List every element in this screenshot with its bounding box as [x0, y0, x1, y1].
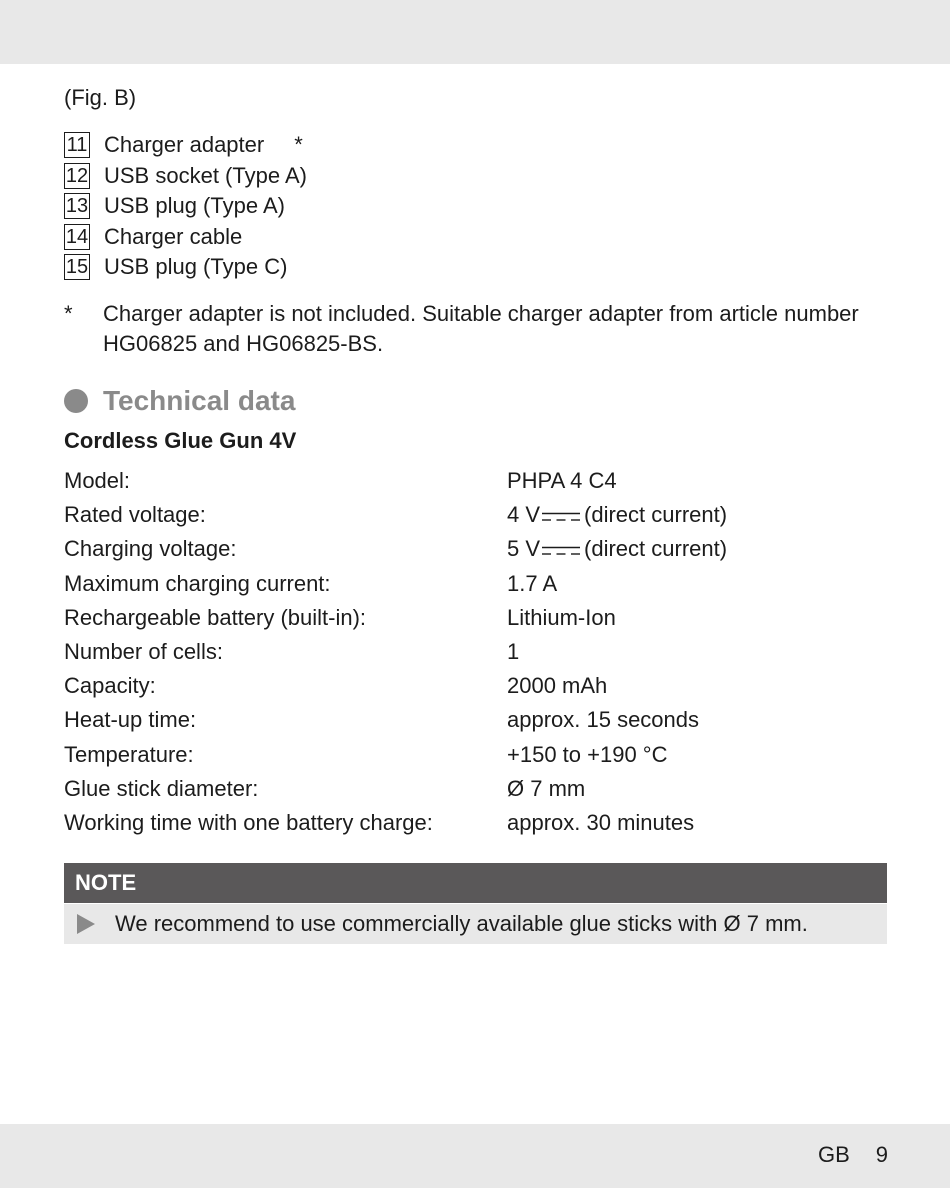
- section-title: Technical data: [103, 385, 296, 416]
- spec-row: [64, 567, 884, 601]
- spec-value-text: (direct current): [584, 536, 728, 562]
- footnote-text: Charger adapter is not included. Suitable charger adapter from article number HG06825 and HG06825-BS.: [103, 301, 859, 356]
- part-label: Charger adapter: [104, 132, 265, 158]
- spec-value: [507, 776, 585, 802]
- spec-label: Capacity:: [64, 673, 156, 699]
- parts-list: [64, 130, 307, 283]
- spec-value: [507, 468, 617, 494]
- spec-row: [64, 806, 884, 840]
- note-text: We recommend to use commercially available glue sticks with Ø 7 mm.: [115, 911, 808, 936]
- part-item: [64, 130, 307, 161]
- page-footer: [818, 1142, 888, 1168]
- direct-current-icon: [542, 512, 580, 522]
- spec-row: [64, 464, 884, 498]
- spec-value-text: PHPA 4 C4: [507, 468, 617, 494]
- spec-value: [507, 810, 694, 836]
- part-item: [64, 222, 307, 253]
- spec-label: Rechargeable battery (built-in):: [64, 604, 367, 630]
- spec-row: [64, 532, 884, 566]
- section-heading: [64, 385, 295, 417]
- triangle-arrow-icon: [77, 914, 95, 934]
- spec-row: [64, 703, 884, 737]
- spec-label: Temperature:: [64, 741, 194, 767]
- spec-label: Model:: [64, 468, 131, 494]
- spec-label: Heat-up time:: [64, 707, 197, 733]
- part-footnote-mark: *: [294, 132, 303, 158]
- page-footer-band: [0, 1124, 950, 1188]
- spec-label: Maximum charging current:: [64, 570, 331, 596]
- spec-label: Working time with one battery charge:: [64, 809, 433, 835]
- spec-row: [64, 772, 884, 806]
- spec-value: [507, 502, 727, 528]
- footnote-mark: *: [64, 301, 73, 326]
- spec-value-text: +150 to +190 °C: [507, 741, 668, 767]
- spec-value-text: (direct current): [584, 502, 728, 528]
- spec-row: [64, 498, 884, 532]
- spec-value-text: 2000 mAh: [507, 673, 608, 699]
- page-header-band: [0, 0, 950, 64]
- spec-value: [507, 742, 667, 768]
- product-subtitle: Cordless Glue Gun 4V: [64, 428, 297, 453]
- spec-voltage: 5 V: [507, 536, 541, 562]
- circle-bullet-icon: [64, 389, 88, 413]
- figure-reference: (Fig. B): [64, 85, 137, 110]
- spec-value: [507, 639, 519, 665]
- part-item: [64, 191, 307, 222]
- spec-value-text: approx. 15 seconds: [507, 707, 700, 733]
- spec-label: Glue stick diameter:: [64, 775, 259, 801]
- page-number: 9: [875, 1142, 888, 1167]
- spec-label: Charging voltage:: [64, 536, 237, 562]
- spec-table: [64, 464, 884, 840]
- spec-value-text: 1: [507, 639, 520, 665]
- part-label: USB plug (Type A): [104, 193, 285, 219]
- note-header: NOTE: [64, 863, 887, 903]
- part-number-box: 14: [65, 225, 89, 248]
- spec-label: Rated voltage:: [64, 502, 206, 528]
- spec-value: [507, 673, 607, 699]
- spec-value: [507, 605, 616, 631]
- part-number-box: 13: [65, 195, 89, 218]
- footer-language: GB: [817, 1142, 850, 1167]
- spec-value: [507, 707, 699, 733]
- spec-row: [64, 635, 884, 669]
- part-item: [64, 161, 307, 192]
- part-label: Charger cable: [104, 223, 243, 249]
- spec-value-text: approx. 30 minutes: [507, 809, 695, 835]
- spec-row: [64, 601, 884, 635]
- footnote: [64, 299, 884, 359]
- part-number-box: 15: [65, 256, 89, 279]
- part-number-box: 12: [65, 164, 89, 187]
- part-item: [64, 252, 307, 283]
- part-label: USB socket (Type A): [104, 162, 307, 188]
- part-label: USB plug (Type C): [104, 254, 288, 280]
- spec-value-text: Ø 7 mm: [507, 775, 586, 801]
- note-body: [64, 904, 887, 944]
- part-number-box: 11: [64, 132, 90, 158]
- spec-voltage: 4 V: [507, 502, 541, 528]
- spec-row: [64, 738, 884, 772]
- spec-row: [64, 669, 884, 703]
- direct-current-icon: [542, 546, 580, 556]
- spec-value-text: Lithium-Ion: [507, 604, 616, 630]
- spec-label: Number of cells:: [64, 639, 223, 665]
- spec-value-text: 1.7 A: [507, 570, 558, 596]
- spec-value: [507, 571, 557, 597]
- spec-value: [507, 536, 727, 562]
